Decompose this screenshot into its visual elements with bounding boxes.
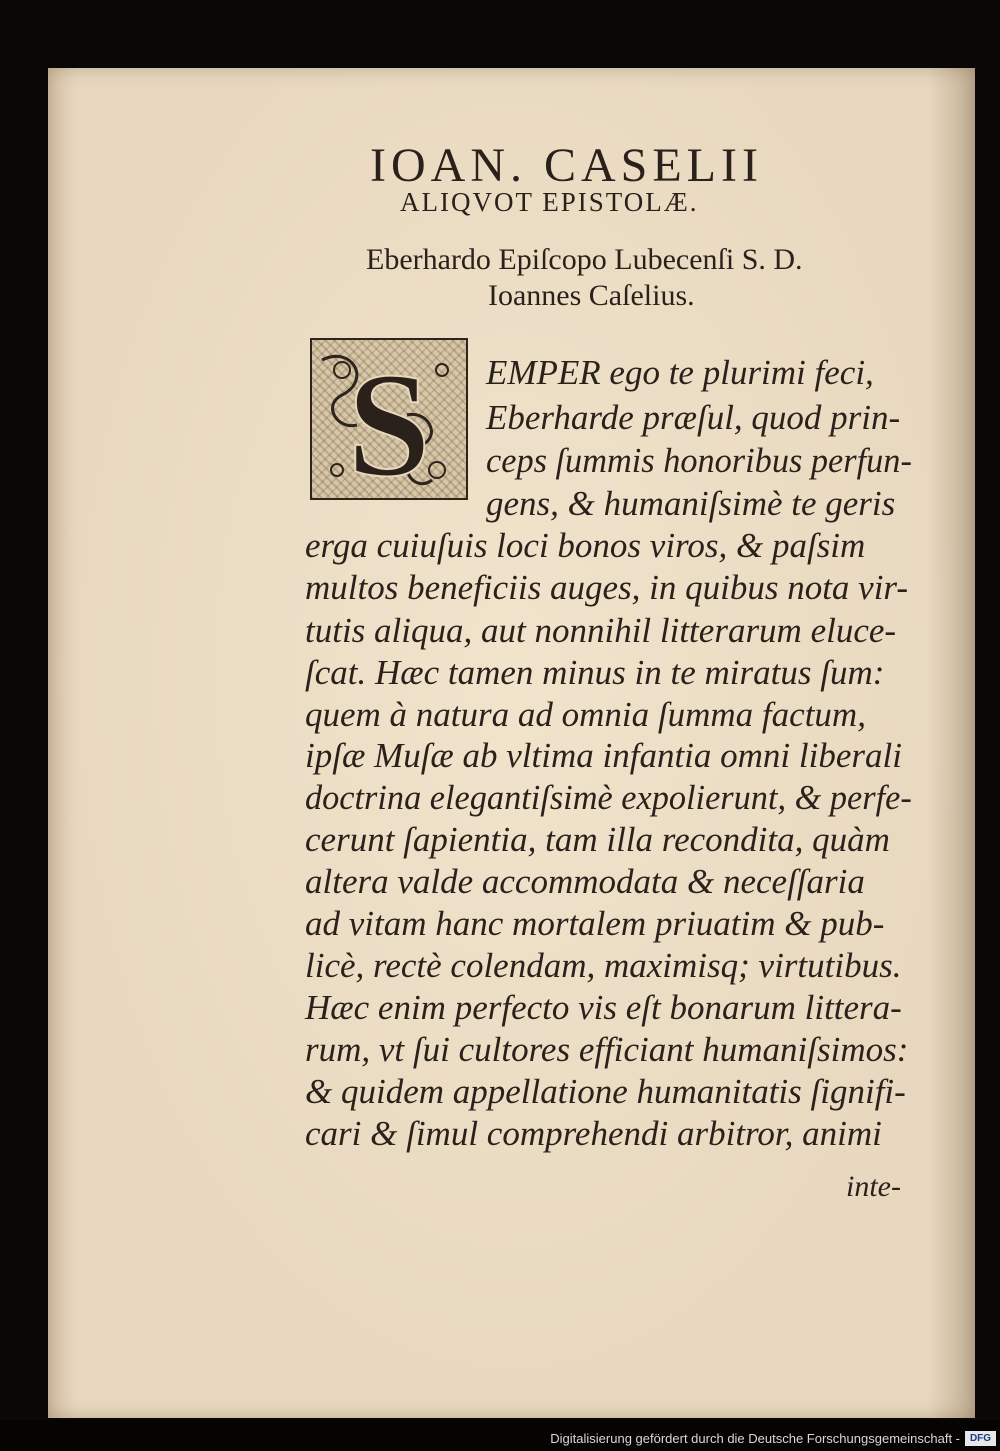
text-line: erga cuiuſuis loci bonos viros, & paſsim bbox=[305, 526, 866, 565]
page-subheading: ALIQVOT EPISTOLÆ. bbox=[400, 187, 699, 217]
text-line: ad vitam hanc mortalem priuatim & pub- bbox=[305, 904, 885, 943]
catchword: inte- bbox=[846, 1170, 901, 1203]
text-line: gens, & humaniſsimè te geris bbox=[486, 484, 896, 523]
text-line: tutis aliqua, aut nonnihil litterarum eluce- bbox=[305, 611, 897, 650]
footer-bar bbox=[0, 1428, 1000, 1451]
text-line: ſcat. Hæc tamen minus in te miratus ſum: bbox=[305, 653, 885, 692]
text-line: ceps ſummis honoribus perfun- bbox=[486, 441, 912, 480]
text-line: Eberharde præſul, quod prin- bbox=[486, 398, 901, 437]
text-line: cerunt ſapientia, tam illa recondita, quàm bbox=[305, 820, 890, 859]
text-line: multos beneficiis auges, in quibus nota vir- bbox=[305, 568, 908, 607]
dfg-logo-icon: DFG bbox=[965, 1431, 996, 1446]
page-heading: IOAN. CASELII bbox=[370, 139, 763, 192]
address-line-2: Ioannes Caſelius. bbox=[488, 279, 695, 312]
text-line: ipſæ Muſæ ab vltima infantia omni liberali bbox=[305, 736, 902, 775]
text-line: cari & ſimul comprehendi arbitror, animi bbox=[305, 1114, 882, 1153]
ornamental-initial bbox=[310, 338, 468, 500]
ornament-flourish-icon bbox=[312, 340, 466, 498]
text-line: quem à natura ad omnia ſumma factum, bbox=[305, 695, 866, 734]
text-line: EMPER ego te plurimi feci, bbox=[486, 353, 874, 392]
text-line: doctrina elegantiſsimè expolierunt, & perfe- bbox=[305, 778, 912, 817]
text-line: altera valde accommodata & neceſſaria bbox=[305, 862, 865, 901]
text-line: rum, vt ſui cultores efficiant humaniſsimos: bbox=[305, 1030, 909, 1069]
drop-cap-letter: S bbox=[347, 342, 431, 498]
funding-credit: Digitalisierung gefördert durch die Deutsche Forschungsgemeinschaft - bbox=[550, 1431, 960, 1446]
text-line: & quidem appellatione humanitatis ſignifi- bbox=[305, 1072, 906, 1111]
address-line-1: Eberhardo Epiſcopo Lubecenſi S. D. bbox=[366, 243, 803, 276]
text-line: licè, rectè colendam, maximisq; virtutibus. bbox=[305, 946, 902, 985]
text-line: Hæc enim perfecto vis eſt bonarum littera- bbox=[305, 988, 902, 1027]
